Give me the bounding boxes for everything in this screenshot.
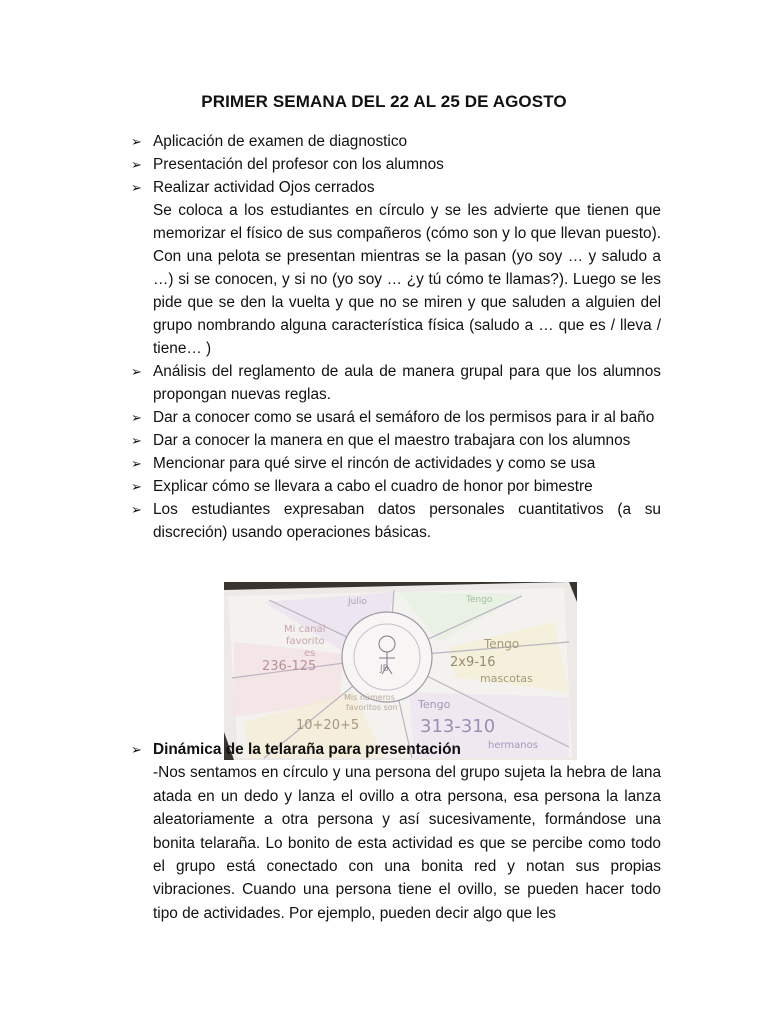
poster-formula: 10+20+5 [296, 718, 360, 733]
arrow-bullet-icon: ➢ [131, 364, 142, 379]
list-item [131, 738, 661, 925]
list-item [131, 130, 661, 153]
poster-label: Julio [348, 597, 367, 607]
page-title: PRIMER SEMANA DEL 22 AL 25 DE AGOSTO [201, 92, 567, 111]
arrow-bullet-icon: ➢ [131, 134, 142, 149]
poster-label: Mi canal [284, 624, 326, 635]
poster-label: favorito [286, 636, 325, 647]
poster-photo-svg [224, 582, 577, 760]
arrow-bullet-icon: ➢ [131, 157, 142, 172]
arrow-bullet-icon: ➢ [131, 410, 142, 425]
poster-formula: 2x9-16 [450, 655, 496, 670]
poster-label: Tengo [466, 595, 493, 605]
list-item [131, 475, 661, 498]
list-item-text: Mencionar para qué sirve el rincón de actividades y como se usa [153, 455, 596, 472]
section-telarana [131, 738, 661, 925]
center-initials: JB [380, 664, 389, 674]
list-item-text: Dar a conocer la manera en que el maestro trabajara con los alumnos [153, 432, 631, 449]
list-item [131, 498, 661, 544]
section-heading: Dinámica de la telaraña para presentación [153, 741, 461, 758]
list-item-text: Dar a conocer como se usará el semáforo de los permisos para ir al baño [153, 409, 655, 426]
arrow-bullet-icon: ➢ [131, 502, 142, 517]
activity-description: Se coloca a los estudiantes en círculo y se les advierte que tienen que memorizar el físico de sus compañeros (cómo son y lo que llevan puesto). Con una pelota se presentan mientras se la pasan (yo soy … y saludo a …) si se conocen, y si no (yo soy … ¿y tú cómo te llamas?). Luego se les pide que se den la vuelta y que no se miren y que saluden a alguien del grupo nombrando alguna característica física (saludo a … que es / lleva / tiene… ) [153, 202, 661, 357]
list-item [131, 406, 661, 429]
arrow-bullet-icon: ➢ [131, 433, 142, 448]
poster-label: es [304, 648, 316, 659]
arrow-bullet-icon: ➢ [131, 456, 142, 471]
poster-label: favoritos son [346, 703, 398, 712]
student-poster-photo [224, 582, 577, 760]
list-item [131, 429, 661, 452]
list-item-text: Aplicación de examen de diagnostico [153, 133, 408, 150]
poster-formula: 313-310 [420, 716, 496, 737]
activity-list [131, 130, 661, 544]
poster-label: mascotas [480, 672, 533, 685]
list-item [131, 360, 661, 406]
list-item-text: Presentación del profesor con los alumnos [153, 156, 444, 173]
list-item [131, 452, 661, 475]
poster-label: Mis números [344, 693, 395, 702]
arrow-bullet-icon: ➢ [131, 479, 142, 494]
poster-formula: 236-125 [262, 659, 317, 674]
list-item-text: Los estudiantes expresaban datos personales cuantitativos (a su discreción) usando operaciones básicas. [153, 501, 661, 541]
list-item-text: Explicar cómo se llevara a cabo el cuadro de honor por bimestre [153, 478, 593, 495]
list-item [131, 176, 661, 360]
arrow-bullet-icon: ➢ [131, 742, 142, 757]
poster-label: Tengo [484, 637, 520, 651]
list-item-text: Realizar actividad Ojos cerrados [153, 179, 375, 196]
list-item-text: Análisis del reglamento de aula de manera grupal para que los alumnos propongan nuevas reglas. [153, 363, 661, 403]
list-item [131, 153, 661, 176]
arrow-bullet-icon: ➢ [131, 180, 142, 195]
poster-label: hermanos [488, 740, 538, 751]
poster-label: Tengo [418, 698, 451, 711]
section-paragraph: -Nos sentamos en círculo y una persona del grupo sujeta la hebra de lana atada en un dedo y lanza el ovillo a otra persona, esa persona la lanza aleatoriamente a otra persona y así sucesivamente, formándose una bonita telaraña. Lo bonito de esta actividad es que se percibe como todo el grupo está conectado con una bonita red y notan sus propias vibraciones. Cuando una persona tiene el ovillo, se pueden hacer todo tipo de actividades. Por ejemplo, pueden decir algo que les [153, 764, 661, 922]
